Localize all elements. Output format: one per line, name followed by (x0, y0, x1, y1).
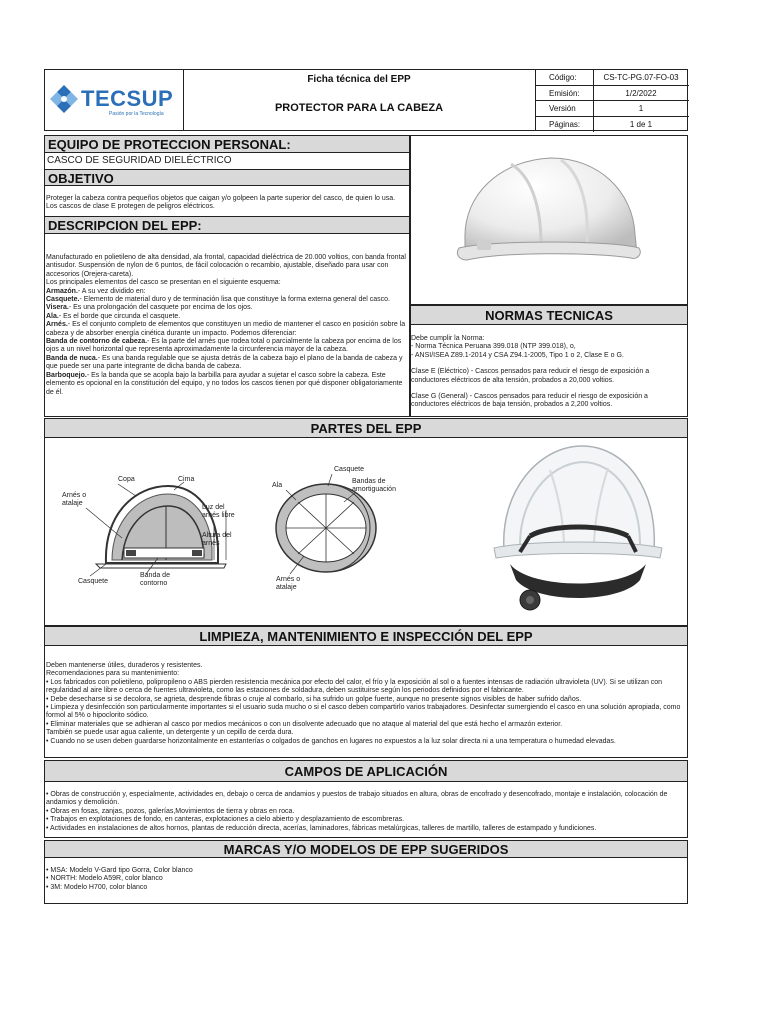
helmet-side-diagram (62, 468, 236, 598)
tecsup-logo (49, 80, 179, 120)
desc-item: Ala.- Es el borde que circunda el casquete. (46, 312, 181, 320)
descripcion-heading: DESCRIPCION DEL EPP: (44, 216, 410, 234)
logo-wordmark: TECSUP (81, 86, 174, 111)
normas-text: Debe cumplir la Norma: - Norma Técnica Peruana 399.018 (NTP 399.018), o, - ANSI/ISEA Z89.1-2014 y CSA Z94.1-2005, Tipo 1 o 2, Clase E o G. Clase E (Eléctrico) - Cascos pensados para reducir el riesgo de exposición a conductores eléctricos de alta tensión, probados a 20,000 voltios. Clase G (General) - Cascos pensados para reducir el riesgo de exposición a conductores eléctricos de baja tensión, probados a 2,200 voltios. (411, 335, 685, 410)
doc-title: PROTECTOR PARA LA CABEZA (274, 102, 444, 114)
objetivo-text: Proteger la cabeza contra pequeños objetos que caigan y/o golpeen la parte superior del casco, de quien lo usa. Los cascos de clase E protegen de peligros eléctricos. (46, 195, 396, 211)
logo-mark-icon (49, 84, 79, 114)
marca-item: • 3M: Modelo H700, color blanco (46, 883, 148, 891)
label-ala: Ala (272, 482, 283, 489)
label-arnes: Arnés o atalaje (62, 492, 87, 508)
label-casquete: Casquete (78, 578, 108, 585)
campos-text: • Obras de construcción y, especialmente, actividades en, debajo o cerca de andamios y puestos de trabajo situados en altura, obras de encofrado y desencofrado, montaje e instalación, colocación de andamios y demolición. • Obras en fosas, zanjas, pozos, galerías,Movimientos de tierra y obras en roca. • Trabajos en explotaciones de fondo, en canteras, explotaciones a cielo abierto y desplazamiento de escombreras. • Actividades en instalaciones de altos hornos, plantas de reducción directa, acerías, laminadores, fábricas metalúrgicas, talleres de martillo, talleres de estampado y fundiciones. (46, 791, 668, 832)
marcas-text (46, 867, 686, 892)
helmet-photo-frame (410, 135, 688, 305)
meta-row-emision: Emisión: 1/2/2022 (535, 86, 689, 102)
equipo-value: CASCO DE SEGURIDAD DIELÉCTRICO (47, 155, 232, 166)
meta-row-version: Versión 1 (535, 101, 689, 117)
label-altura: Altura del arnés (202, 532, 232, 548)
label-luz: Luz del arnés libre (202, 504, 235, 520)
clase-e: Clase E (Eléctrico) - Cascos pensados para reducir el riesgo de exposición a conductores eléctricos de alta tensión, probados a 20,000 voltios. (411, 368, 650, 384)
desc-item: Armazón.- A su vez dividido en: (46, 287, 146, 295)
desc-item: Barboquejo.- Es la banda que se acopla bajo la barbilla para ayudar a sujetar el casco sobre la cabeza. Este elemento es opcional en la constitución del equipo, y no todos los cascos tienen por qué disponer obligatoriamente de él. (46, 371, 403, 396)
label-arnes-mid: Arnés o atalaje (276, 576, 301, 592)
marca-item: • MSA: Modelo V-Gard tipo Gorra, Color blanco (46, 867, 193, 874)
limpieza-text: Deben mantenerse útiles, duraderos y resistentes. Recomendaciones para su mantenimiento: • Los fabricados con polietileno, polipropileno o ABS pierden resistencia mecánica por efecto del calor, el frío y la exposición al sol o a fuentes intensas de radiación ultravioleta (UV). Si se utilizan con regularidad al aire libre o cerca de fuentes ultravioleta, como las estaciones de soldadura, deben sustituirse según los periodos definidos por el fabricante. • Debe desecharse si se decolora, se agrieta, desprende fibras o cruje al combarlo, si ha sufrido un golpe fuerte, aunque no presente signos visibles de haber sufrido daños. • Limpieza y desinfección son particularmente importantes si el usuario suda mucho o si el casco deben compartirlo varios trabajadores. Desinfectar sumergiendo el casco en una solución apropiada, como formol al 5% o hipoclorito sódico. • Eliminar materiales que se adhieran al casco por medios mecánicos o con un disolvente adecuado que no ataque al material del que está hecho el armazón exterior. También se puede usar agua caliente, un detergente y un cepillo de cerda dura. • Cuando no se usen deben guardarse horizontalmente en estanterías o colgados de ganchos en lugares no expuestos a la luz solar directa ni a una temperatura o humedad elevadas. (46, 662, 681, 745)
document-header (44, 69, 688, 131)
descripcion-intro2: Los principales elementos del casco se presentan en el siguiente esquema: (46, 279, 281, 287)
label-banda: Banda de contorno (140, 572, 170, 588)
campos-heading: CAMPOS DE APLICACIÓN (44, 760, 688, 782)
desc-item: Casquete.- Elemento de material duro y de terminación lisa que constituye la forma externa general del casco. (46, 296, 390, 304)
transparent-helmet-image (490, 440, 666, 622)
white-helmet-image (411, 136, 687, 304)
label-bandas: Bandas de amortiguación (352, 478, 396, 494)
limpieza-heading: LIMPIEZA, MANTENIMIENTO E INSPECCIÓN DEL EPP (44, 626, 688, 646)
logo-tagline: Pasión por la Tecnología (109, 111, 164, 117)
marcas-heading: MARCAS Y/O MODELOS DE EPP SUGERIDOS (44, 840, 688, 858)
objetivo-heading: OBJETIVO (44, 169, 410, 186)
label-copa: Copa (118, 476, 135, 483)
label-casquete-mid: Casquete (334, 466, 364, 473)
descripcion-text (46, 254, 408, 397)
clase-g: Clase G (General) - Cascos pensados para reducir el riesgo de exposición a conductores eléctricos de baja tensión, probados a 2,200 voltios. (411, 393, 648, 409)
label-cima: Cima (178, 476, 195, 483)
marca-item: • NORTH: Modelo A59R, color blanco (46, 875, 163, 883)
doc-type: Ficha técnica del EPP (307, 74, 411, 85)
meta-row-paginas: Páginas: 1 de 1 (549, 119, 653, 129)
equipo-heading: EQUIPO DE PROTECCION PERSONAL: (44, 135, 410, 153)
helmet-cross-section-diagram (268, 466, 394, 594)
descripcion-intro: Manufacturado en polietileno de alta densidad, ala frontal, capacidad dieléctrica de 20.000 voltios, con banda frontal antisudor. Suspensión de nylon de 6 puntos, de fácil colocación o recambio, ajustable, diseñado para usar con accesorios (Orejera-careta). (46, 254, 406, 278)
desc-item: Arnés.- Es el conjunto completo de elementos que constituyen un medio de mantener el casco en posición sobre la cabeza y de absorber energía cinética durante un impacto. Podemos diferenciar: (46, 321, 406, 337)
desc-item: Banda de contorno de cabeza.- Es la parte del arnés que rodea total o parcialmente la cabeza por encima de los ojos a un nivel horizontal que representa aproximadamente la circunferencia mayor de la cabeza. (46, 338, 402, 354)
partes-heading: PARTES DEL EPP (44, 418, 688, 438)
meta-row-codigo: Código: CS-TC-PG.07-FO-03 (535, 70, 689, 86)
desc-item: Visera.- Es una prolongación del casquete por encima de los ojos. (46, 304, 253, 312)
desc-item: Banda de nuca.- Es una banda regulable que se ajusta detrás de la cabeza bajo el plano de la banda de cabeza y que puede ser una parte integrante de dicha banda de cabeza. (46, 354, 403, 371)
normas-heading: NORMAS TECNICAS (410, 305, 688, 325)
